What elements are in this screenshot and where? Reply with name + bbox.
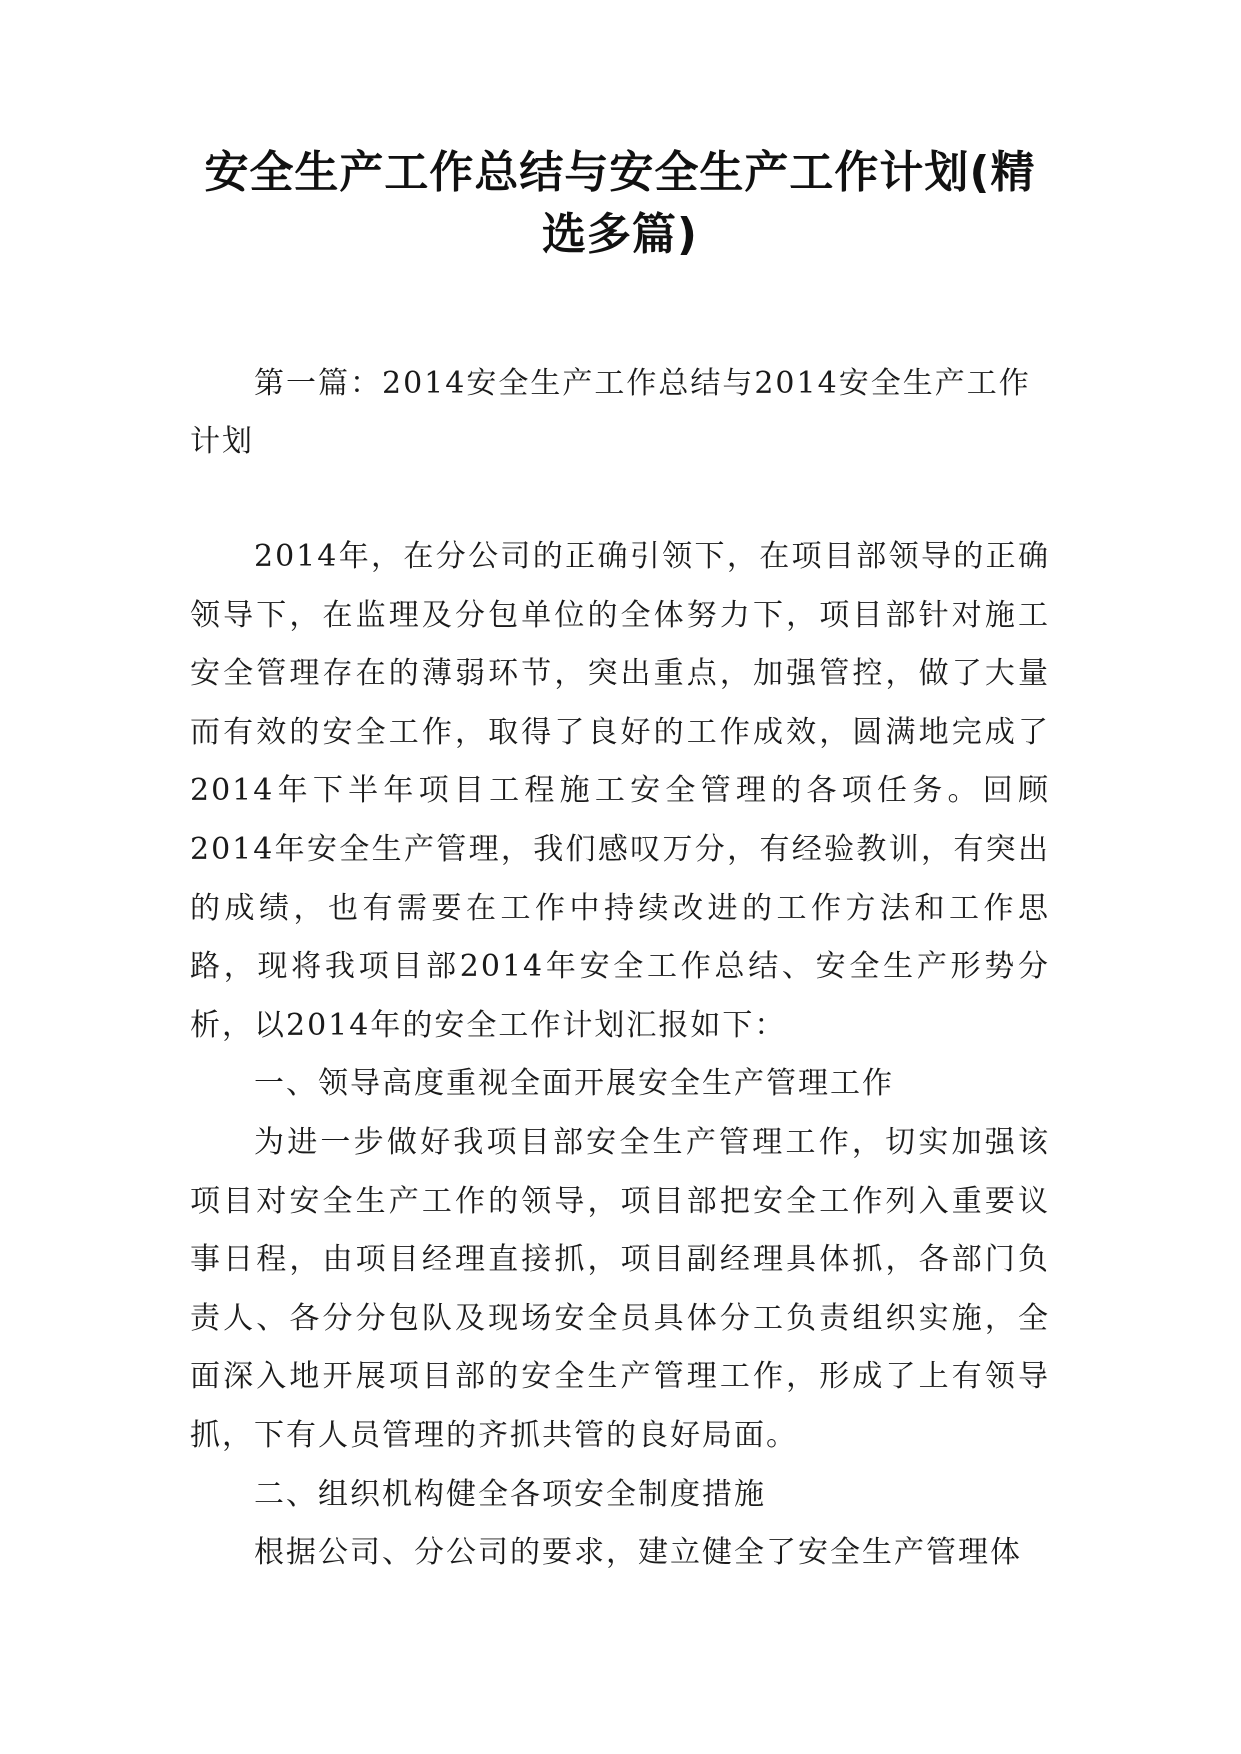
subheading-organization: 二、组织机构健全各项安全制度措施 (254, 1476, 766, 1512)
paragraph-organization: 根据公司、分公司的要求，建立健全了安全生产管理体 (254, 1535, 1022, 1571)
document-title: 安全生产工作总结与安全生产工作计划(精选多篇) (204, 147, 1036, 260)
paragraph-leadership: 为进一步做好我项目部安全生产管理工作，切实加强该项目对安全生产工作的领导，项目部把安全工作列入重要议事日程，由项目经理直接抓，项目副经理具体抓，各部门负责人、各分分包队及现场安全员具体分工负责组织实施，全面深入地开展项目部的安全生产管理工作，形成了上有领导抓，下有人员管理的齐抓共管的良好局面。 (190, 1124, 1050, 1453)
document-body (190, 528, 1050, 1583)
paragraph-intro: 2014年，在分公司的正确引领下，在项目部领导的正确领导下，在监理及分包单位的全体努力下，项目部针对施工安全管理存在的薄弱环节，突出重点，加强管控，做了大量而有效的安全工作，取得了良好的工作成效，圆满地完成了2014年下半年项目工程施工安全管理的各项任务。回顾2014年安全生产管理，我们感叹万分，有经验教训，有突出的成绩，也有需要在工作中持续改进的工作方法和工作思路，现将我项目部2014年安全工作总结、安全生产形势分析，以2014年的安全工作计划汇报如下： (190, 539, 1050, 1043)
section-heading: 第一篇：2014安全生产工作总结与2014安全生产工作计划 (190, 366, 1031, 459)
subheading-leadership: 一、领导高度重视全面开展安全生产管理工作 (254, 1066, 894, 1102)
